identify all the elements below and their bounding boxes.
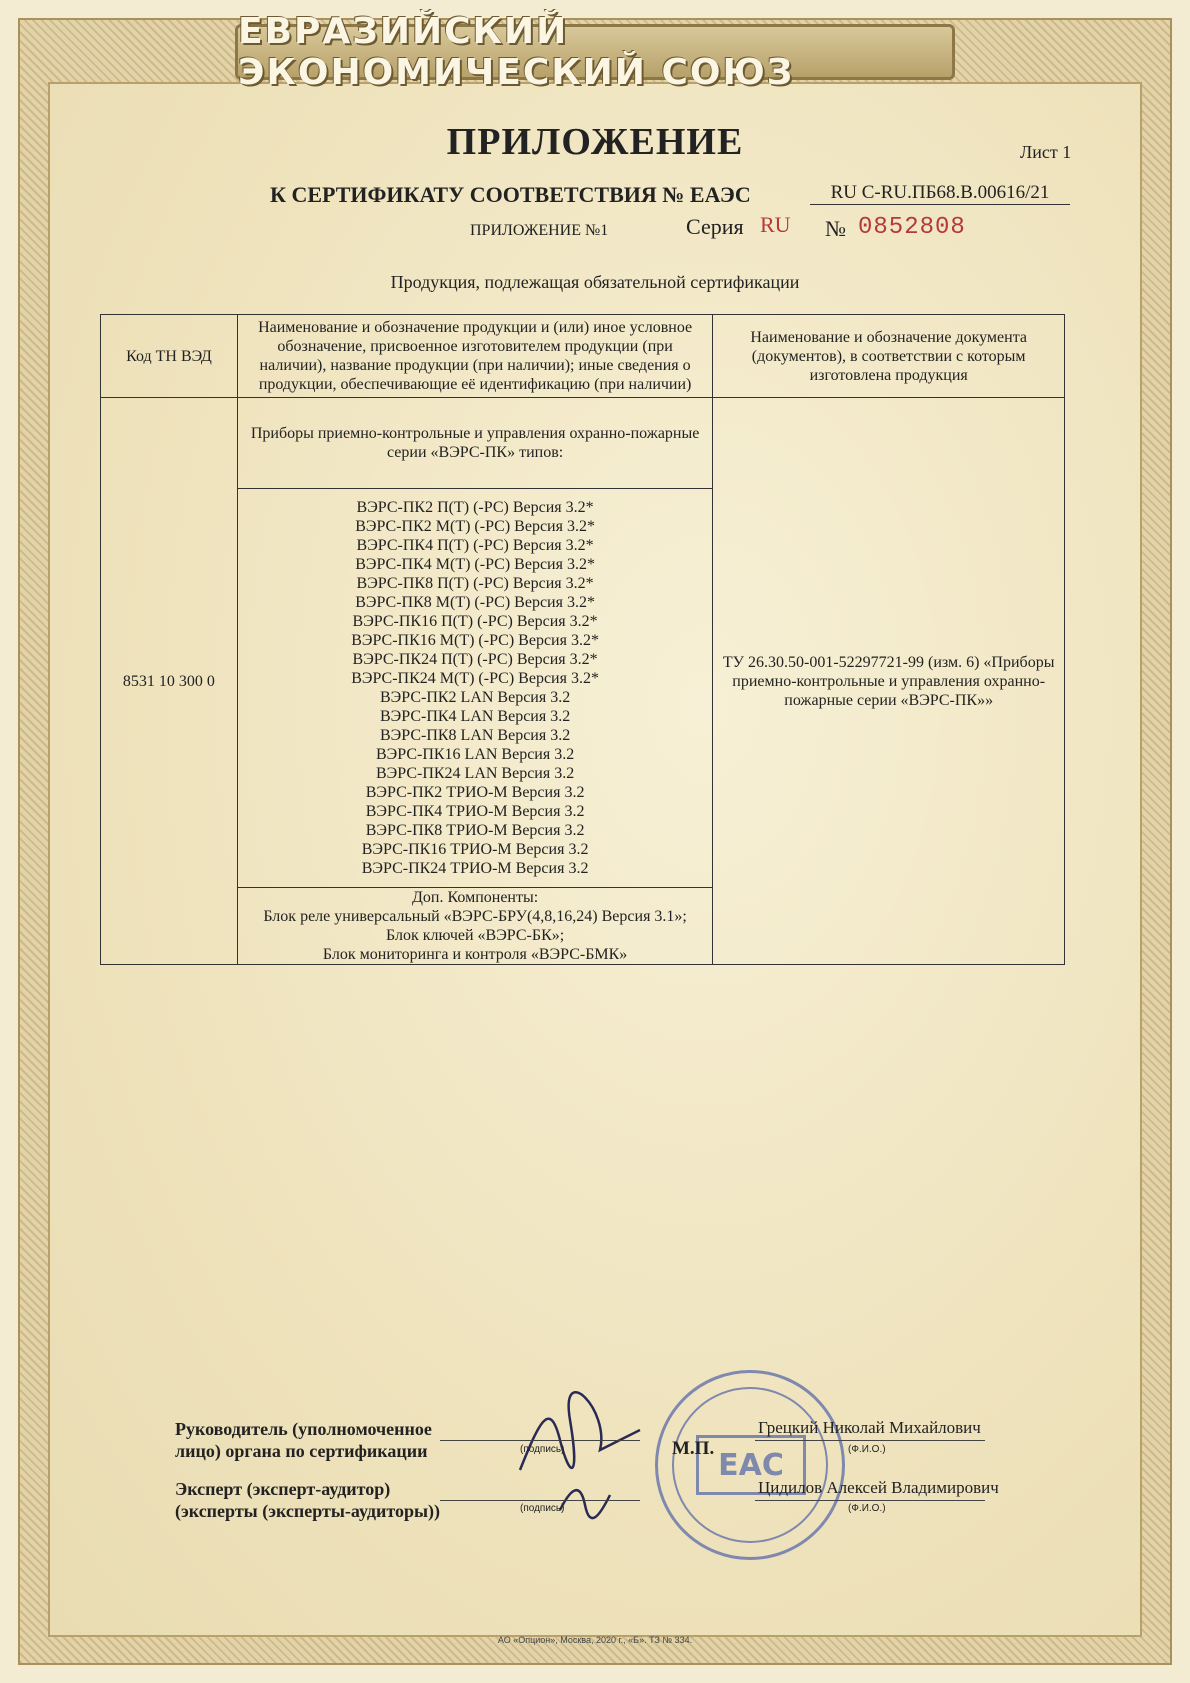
list-item: Блок мониторинга и контроля «ВЭРС-БМК» [322, 946, 628, 963]
product-types-list [238, 489, 712, 888]
certification-stamp [655, 1370, 845, 1560]
annex-label: ПРИЛОЖЕНИЕ №1 [470, 222, 609, 239]
expert-name-line [755, 1500, 985, 1501]
eac-mark: ЕАС [696, 1435, 806, 1495]
expert-signature-caption: (подпись) [520, 1503, 565, 1514]
list-item: ВЭРС-ПК24 ТРИО-М Версия 3.2 [361, 860, 589, 877]
list-item: ВЭРС-ПК16 LAN Версия 3.2 [375, 746, 575, 763]
head-name: Грецкий Николай Михайлович [758, 1418, 981, 1437]
expert-label-line-2: (эксперты (эксперты-аудиторы)) [175, 1501, 441, 1521]
list-item: ВЭРС-ПК2 ТРИО-М Версия 3.2 [365, 784, 585, 801]
list-item: Блок реле универсальный «ВЭРС-БРУ(4,8,16,24) Версия 3.1»; [263, 908, 687, 925]
page-title: ПРИЛОЖЕНИЕ [446, 121, 744, 163]
head-label [175, 1418, 432, 1462]
product-group: Приборы приемно-контрольные и управления охранно-пожарные серии «ВЭРС-ПК» типов: [238, 398, 712, 489]
head-signature-caption: (подпись) [520, 1444, 565, 1455]
expert-name: Цидилов Алексей Владимирович [758, 1478, 999, 1497]
col-header-document: Наименование и обозначение документа (документов), в соответствии с которым изготовлена продукция [713, 315, 1065, 398]
head-label-line-1: Руководитель (уполномоченное [175, 1419, 432, 1439]
col-header-product: Наименование и обозначение продукции и (или) иное условное обозначение, присвоенное изготовителем продукции (при наличии), название продукции (при наличии); иные сведения о продукции, обеспечивающие её идентификацию (при наличии) [237, 315, 712, 398]
expert-label-line-1: Эксперт (эксперт-аудитор) [175, 1479, 391, 1499]
number-value: 0852808 [858, 214, 966, 241]
list-item: ВЭРС-ПК16 ТРИО-М Версия 3.2 [361, 841, 589, 858]
expert-label [175, 1478, 440, 1522]
hs-code-cell: 8531 10 300 0 [101, 398, 238, 965]
list-item: ВЭРС-ПК4 LAN Версия 3.2 [379, 708, 571, 725]
head-name-line [755, 1440, 985, 1441]
list-item: ВЭРС-ПК2 П(Т) (-РС) Версия 3.2* [356, 499, 594, 516]
list-item: ВЭРС-ПК2 LAN Версия 3.2 [379, 689, 571, 706]
products-caption: Продукция, подлежащая обязательной сертификации [390, 272, 800, 292]
series-label: Серия [686, 214, 744, 239]
list-item: ВЭРС-ПК4 М(Т) (-РС) Версия 3.2* [355, 556, 595, 573]
expert-name-caption: (Ф.И.О.) [848, 1503, 886, 1514]
list-item: ВЭРС-ПК4 ТРИО-М Версия 3.2 [365, 803, 585, 820]
banner-text: ЕВРАЗИЙСКИЙ ЭКОНОМИЧЕСКИЙ СОЮЗ [238, 11, 795, 93]
sheet-number: Лист 1 [1020, 142, 1072, 162]
list-item: ВЭРС-ПК8 LAN Версия 3.2 [379, 727, 571, 744]
list-item: ВЭРС-ПК8 М(Т) (-РС) Версия 3.2* [355, 594, 595, 611]
list-item: Доп. Компоненты: [412, 889, 539, 906]
table-header-row [101, 315, 1065, 398]
union-banner [235, 11, 955, 93]
list-item: ВЭРС-ПК4 П(Т) (-РС) Версия 3.2* [356, 537, 594, 554]
certificate-number: RU C-RU.ПБ68.В.00616/21 [810, 182, 1070, 205]
head-signature-line [440, 1440, 640, 1441]
print-footer: АО «Опцион», Москва, 2020 г., «Б». ТЗ № 334. [497, 1635, 693, 1645]
list-item: ВЭРС-ПК24 М(Т) (-РС) Версия 3.2* [351, 670, 599, 687]
list-item: ВЭРС-ПК8 ТРИО-М Версия 3.2 [365, 822, 585, 839]
list-item: ВЭРС-ПК24 П(Т) (-РС) Версия 3.2* [352, 651, 598, 668]
list-item: ВЭРС-ПК16 П(Т) (-РС) Версия 3.2* [352, 613, 598, 630]
number-label: № [825, 216, 846, 241]
list-item: ВЭРС-ПК16 М(Т) (-РС) Версия 3.2* [351, 632, 599, 649]
list-item: Блок ключей «ВЭРС-БК»; [386, 927, 565, 944]
col-header-code: Код ТН ВЭД [101, 315, 238, 398]
expert-signature-line [440, 1500, 640, 1501]
components-list [238, 888, 712, 964]
head-label-line-2: лицо) органа по сертификации [175, 1441, 428, 1461]
document-cell: ТУ 26.30.50-001-52297721-99 (изм. 6) «Приборы приемно-контрольные и управления охранно-пожарные серии «ВЭРС-ПК»» [713, 398, 1065, 965]
certificate-label: К СЕРТИФИКАТУ СООТВЕТСТВИЯ № ЕАЭС [270, 182, 751, 207]
seal-place: М.П. [672, 1438, 715, 1459]
head-name-caption: (Ф.И.О.) [848, 1444, 886, 1455]
product-cell [237, 398, 712, 965]
series-value: RU [760, 212, 791, 237]
products-table [100, 314, 1065, 965]
list-item: ВЭРС-ПК8 П(Т) (-РС) Версия 3.2* [356, 575, 594, 592]
list-item: ВЭРС-ПК24 LAN Версия 3.2 [375, 765, 575, 782]
list-item: ВЭРС-ПК2 М(Т) (-РС) Версия 3.2* [355, 518, 595, 535]
table-row [101, 398, 1065, 965]
